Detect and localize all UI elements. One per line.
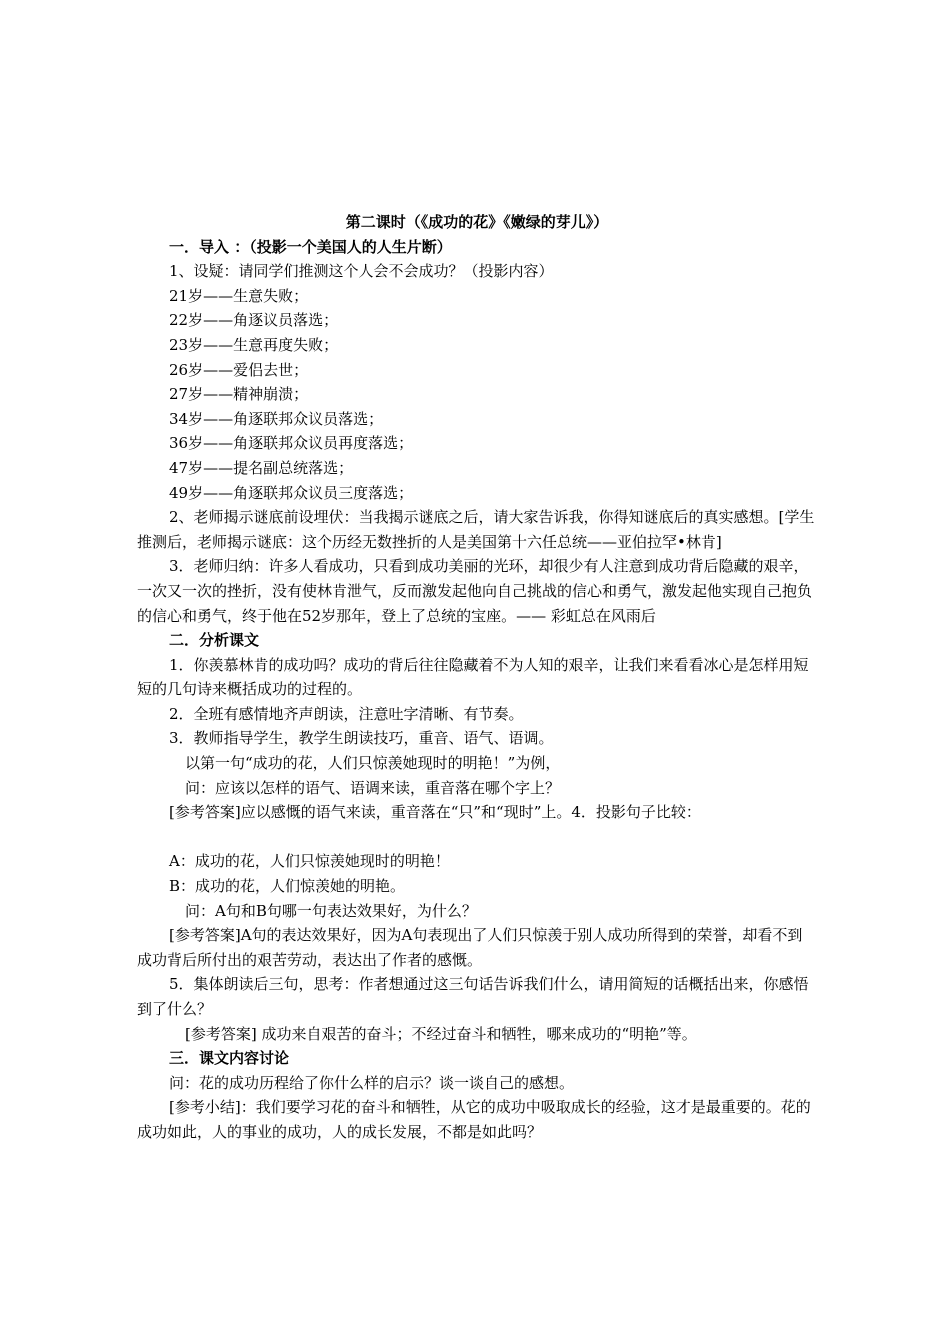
document-title: 第二课时（《成功的花》《嫩绿的芽儿》） bbox=[345, 213, 609, 231]
paragraph: 2．全班有感情地齐声朗读，注意吐字清晰、有节奏。 bbox=[169, 704, 524, 723]
reference-summary: [参考小结]：我们要学习花的奋斗和牺牲，从它的成功中吸取成长的经验，这才是最重要的。花的成功如此，人的事业的成功，人的成长发展，不都是如此吗？ bbox=[137, 1098, 811, 1141]
sentence-a: A：成功的花，人们只惊羡她现时的明艳！ bbox=[169, 852, 450, 871]
paragraph: 2、老师揭示谜底前设埋伏：当我揭示谜底之后，请大家告诉我，你得知谜底后的真实感想。[学生推测后，老师揭示谜底：这个历经无数挫折的人是美国第十六任总统——亚伯拉罕•林肯] bbox=[137, 508, 815, 551]
question: 问：花的成功历程给了你什么样的启示？谈一谈自己的感想。 bbox=[169, 1073, 575, 1092]
timeline-item: 49岁——角逐联邦众议员三度落选； bbox=[169, 483, 414, 502]
timeline-item: 23岁——生意再度失败； bbox=[169, 335, 339, 354]
reference-answer: [参考答案] 成功来自艰苦的奋斗；不经过奋斗和牺牲，哪来成功的“明艳”等。 bbox=[185, 1024, 697, 1043]
section-heading-discussion: 三．课文内容讨论 bbox=[169, 1049, 290, 1068]
paragraph: 以第一句“成功的花，人们只惊羡她现时的明艳！”为例， bbox=[185, 754, 561, 773]
paragraph: 1．你羡慕林肯的成功吗？成功的背后往往隐藏着不为人知的艰辛，让我们来看看冰心是怎样用短短的几句诗来概括成功的过程的。 bbox=[137, 655, 809, 699]
reference-answer: [参考答案]A句的表达效果好，因为A句表现出了人们只惊羡于别人成功所得到的荣誉，却看不到成功背后所付出的艰苦劳动，表达出了作者的感慨。 bbox=[137, 926, 803, 969]
paragraph: 5．集体朗读后三句，思考：作者想通过这三句话告诉我们什么，请用简短的话概括出来，你感悟到了什么？ bbox=[137, 975, 809, 1018]
timeline-item: 36岁——角逐联邦众议员再度落选； bbox=[169, 434, 414, 453]
paragraph: 1、设疑：请同学们推测这个人会不会成功？（投影内容） bbox=[169, 262, 554, 281]
question: 问：A句和B句哪一句表达效果好，为什么？ bbox=[185, 901, 477, 920]
sentence-b: B：成功的花，人们惊羡她的明艳。 bbox=[169, 877, 406, 896]
timeline-list bbox=[137, 284, 817, 505]
timeline-item: 47岁——提名副总统落选； bbox=[169, 458, 354, 477]
paragraph: 3．老师归纳：许多人看成功，只看到成功美丽的光环，却很少有人注意到成功背后隐藏的艰辛，一次又一次的挫折，没有使林肯泄气，反而激发起他向自己挑战的信心和勇气，激发起他实现自己抱负的信心和勇气，终于他在52岁那年，登上了总统的宝座。—— 彩虹总在风雨后 bbox=[137, 557, 813, 625]
timeline-item: 26岁——爱侣去世； bbox=[169, 360, 309, 379]
paragraph: 3．教师指导学生，教学生朗读技巧，重音、语气、语调。 bbox=[169, 729, 554, 748]
paragraph: 问：应该以怎样的语气、语调来读，重音落在哪个字上？ bbox=[185, 778, 561, 797]
section-heading-intro: 一．导入 ：（投影一个美国人的人生片断） bbox=[169, 237, 452, 256]
timeline-item: 27岁——精神崩溃； bbox=[169, 385, 309, 404]
timeline-item: 21岁——生意失败； bbox=[169, 286, 309, 305]
paragraph: [参考答案]应以感慨的语气来读，重音落在“只”和“现时”上。4．投影句子比较： bbox=[169, 803, 701, 822]
section-heading-analysis: 二．分析课文 bbox=[169, 631, 260, 650]
document-page bbox=[137, 210, 817, 1145]
blank-line bbox=[137, 825, 817, 850]
timeline-item: 22岁——角逐议员落选； bbox=[169, 311, 339, 330]
timeline-item: 34岁——角逐联邦众议员落选； bbox=[169, 409, 384, 428]
